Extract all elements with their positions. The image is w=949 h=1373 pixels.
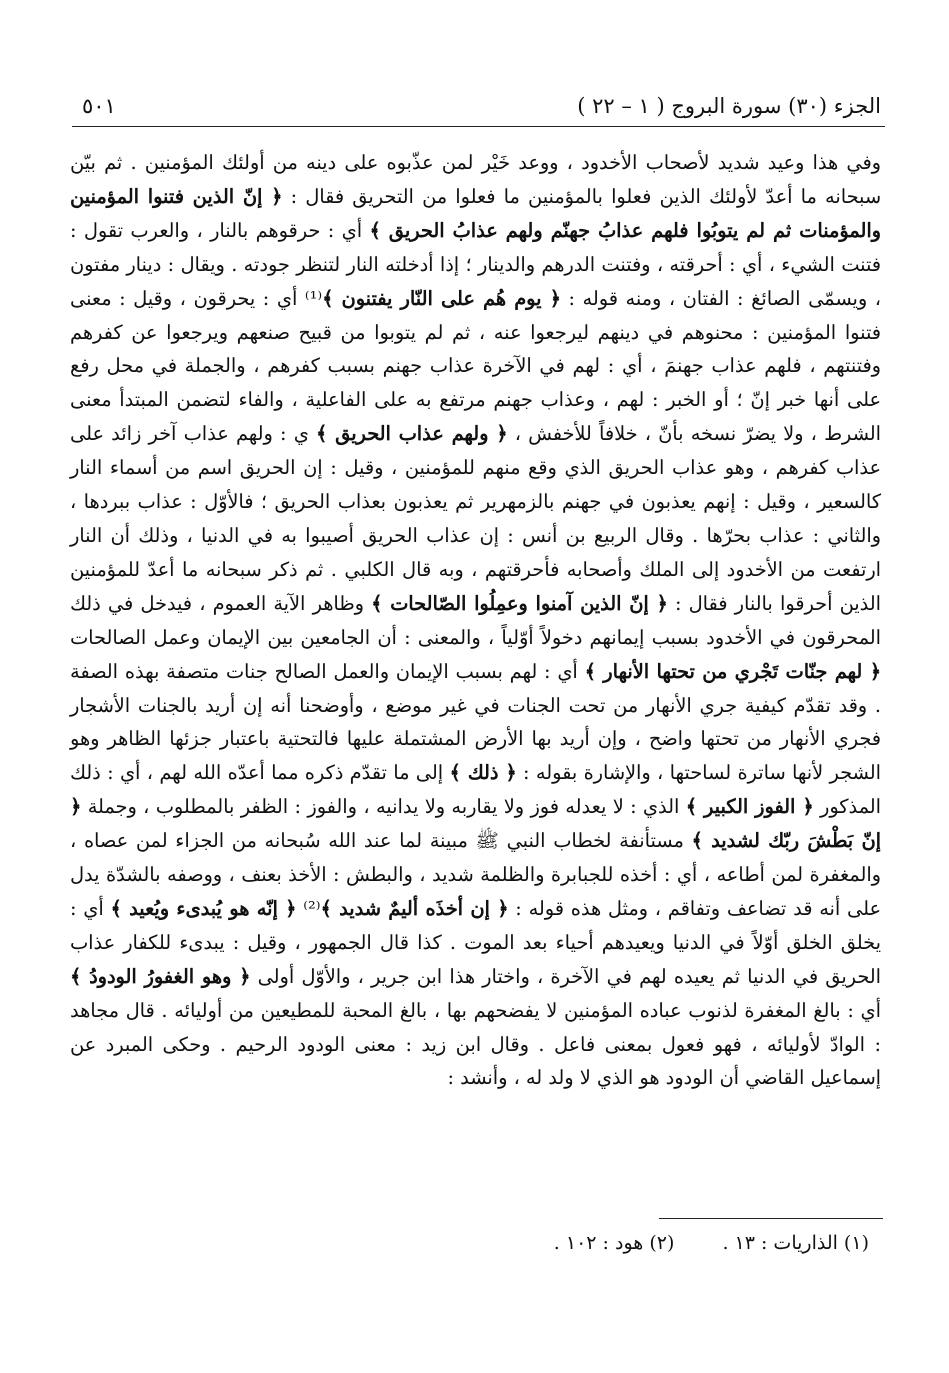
text-segment: أي : لهم بسبب الإيمان والعمل الصالح جنات متصفة بهذه الصفة . وقد تقدّم كيفية جري الأنهار من تحت الجنات في غير موضع ، وأوضحنا أنه إن أريد بالجنات الأشجار فجري الأنهار من تحتها واضح ، وإن أريد بها الأرض المشتملة عليها فالتحتية باعتبار جزئها الظاهر وهو الشجر لأنها ساترة لساحتها ، والإشارة بقوله : — [70, 659, 881, 785]
text-segment: وفي هذا وعيد شديد لأصحاب الأخدود ، ووعد خَيْر لمن عذّبوه على دينه من أولئك المؤمنين . ثم بيّن سبحانه ما أعدّ لأولئك الذين فعلوا بالمؤمنين ما فعلوا من التحريق فقال : — [70, 151, 882, 208]
text-segment: الذي : لا يعدله فوز ولا يقاربه ولا يدانيه ، والفوز : الظفر بالمطلوب ، وجملة — [81, 795, 686, 819]
footnote-divider — [659, 1218, 883, 1219]
text-segment: ي : ولهم عذاب آخر زائد على عذاب كفرهم ، وهو عذاب الحريق الذي وقع منهم للمؤمنين ، وقيل : إن الحريق اسم من أسماء النار كالسعير ، وقيل : إنهم يعذبون في جهنم بالزمهرير ثم يعذبون بعذاب الحريق ؛ فالأوّل : عذاب ببردها ، والثاني : عذاب بحرّها . وقال الربيع بن أنس : إن عذاب الحريق أصيبوا به في الدنيا ، وذلك أن النار ارتفعت من الأخدود إلى الملك وأصحابه فأحرقتهم ، وبه قال الكلبي . ثم ذكر سبحانه ما أعدّ للمؤمنين الذين أحرقوا بالنار فقال : — [70, 422, 881, 615]
quran-verse: ﴿ إنّه هو يُبدىء ويُعيد ﴾ — [110, 896, 297, 920]
quran-verse: ﴿ الفوز الكبير ﴾ — [685, 795, 814, 819]
quran-verse: ﴿ ولهم عذاب الحريق ﴾ — [316, 422, 508, 446]
quran-verse: ﴿ لهم جنّات تَجْري من تحتها الأنهار ﴾ — [584, 659, 881, 683]
text-segment: مستأنفة لخطاب النبي ﷺ مبينة لما عند الله سُبحانه من الجزاء لمن عصاه ، والمغفرة لمن أطاعه ، أي : أخذه للجبابرة والظلمة شديد ، والبطش : الأخذ بعنف ، ووصفه بالشدّة يدل على أنه قد تضاعف وتفاقم ، ومثل هذه قوله : — [70, 829, 881, 920]
footnote-1: (١) الذاريات : ١٣ . — [722, 1232, 869, 1254]
text-segment: وظاهر الآية العموم ، فيدخل في ذلك المحرقون في الأخدود بسبب إيمانهم دخولاً أوّلياً ، والمعنى : أن الجامعين بين الإيمان وعمل الصالحات — [70, 591, 881, 649]
quran-verse: ﴿ يوم هُم على النّار يفتنون ﴾ — [322, 286, 561, 310]
text-segment: إلى ما تقدّم ذكره مما أعدّه الله لهم ، أي : ذلك المذكور — [70, 761, 881, 819]
text-segment: أي : حرقوهم بالنار ، والعرب تقول : فتنت الشيء ، أي : أحرقته ، وفتنت الدرهم والدينار ؛ إذا أدخلته النار لتنظر جودته . ويقال : دينار مفتون ، ويسمّى الصائغ : الفتان ، ومنه قوله : — [70, 218, 881, 310]
page-header — [72, 92, 885, 127]
quran-verse: ﴿ وهو الغفورُ الودودُ ﴾ — [70, 964, 251, 988]
quran-verse: ﴿ إنّ بَطْشَ ربّك لشديد ﴾ — [70, 795, 881, 853]
footnote-2: (٢) هود : ١٠٢ . — [553, 1232, 675, 1254]
quran-verse: ﴿ إن أخذَه أليمٌ شديد ﴾ — [320, 896, 509, 920]
text-segment: ⁽²⁾ — [296, 896, 321, 920]
page-number: ٥٠١ — [82, 94, 116, 118]
quran-verse: ﴿ إنّ الذين آمنوا وعمِلُوا الصّالحات ﴾ — [371, 591, 668, 615]
quran-verse: ﴿ إنّ الذين فتنوا المؤمنين والمؤمنات ثم لم يتوبُوا فلهم عذابُ جهنّم ولهم عذابُ الحريق ﴾ — [70, 184, 881, 242]
body-text — [70, 146, 881, 1095]
footnotes — [512, 1232, 869, 1254]
text-segment: ⁽¹⁾ أي : يحرقون ، وقيل : معنى فتنوا المؤمنين : محنوهم في دينهم ليرجعوا عنه ، ثم لم يتوبوا من قبيح صنعهم ويرجعوا عن كفرهم وفتنتهم ، فلهم عذاب جهنمَ ، أي : لهم في الآخرة عذاب جهنم بسبب كفرهم ، والجملة في محل رفع على أنها خبر إنّ ؛ أو الخبر : لهم ، وعذاب جهنم مرتفع به على الفاعلية ، والفاء لتضمن المبتدأ معنى الشرط ، ولا يضرّ نسخه بأنّ ، خلافاً للأخفش ، — [70, 286, 882, 446]
header-title: الجزء (٣٠) سورة البروج ( ١ – ٢٢ ) — [577, 94, 881, 118]
text-segment: أي : يخلق الخلق أوّلاً في الدنيا ويعيدهم أحياء بعد الموت . كذا قال الجمهور ، وقيل : يبدىء للكفار عذاب الحريق في الدنيا ثم يعيده لهم في الآخرة ، واختار هذا ابن جرير ، والأوّل أولى — [70, 896, 882, 988]
text-segment: أي : بالغ المغفرة لذنوب عباده المؤمنين لا يفضحهم بها ، بالغ المحبة للمطيعين من أوليائه . قال مجاهد : الوادّ لأوليائه ، فهو فعول بمعنى فاعل . وقال ابن زيد : معنى الودود الرحيم . وحكى المبرد عن إسماعيل القاضي أن الودود هو الذي لا ولد له ، وأنشد : — [70, 998, 881, 1090]
quran-verse: ﴿ ذلك ﴾ — [449, 761, 517, 785]
